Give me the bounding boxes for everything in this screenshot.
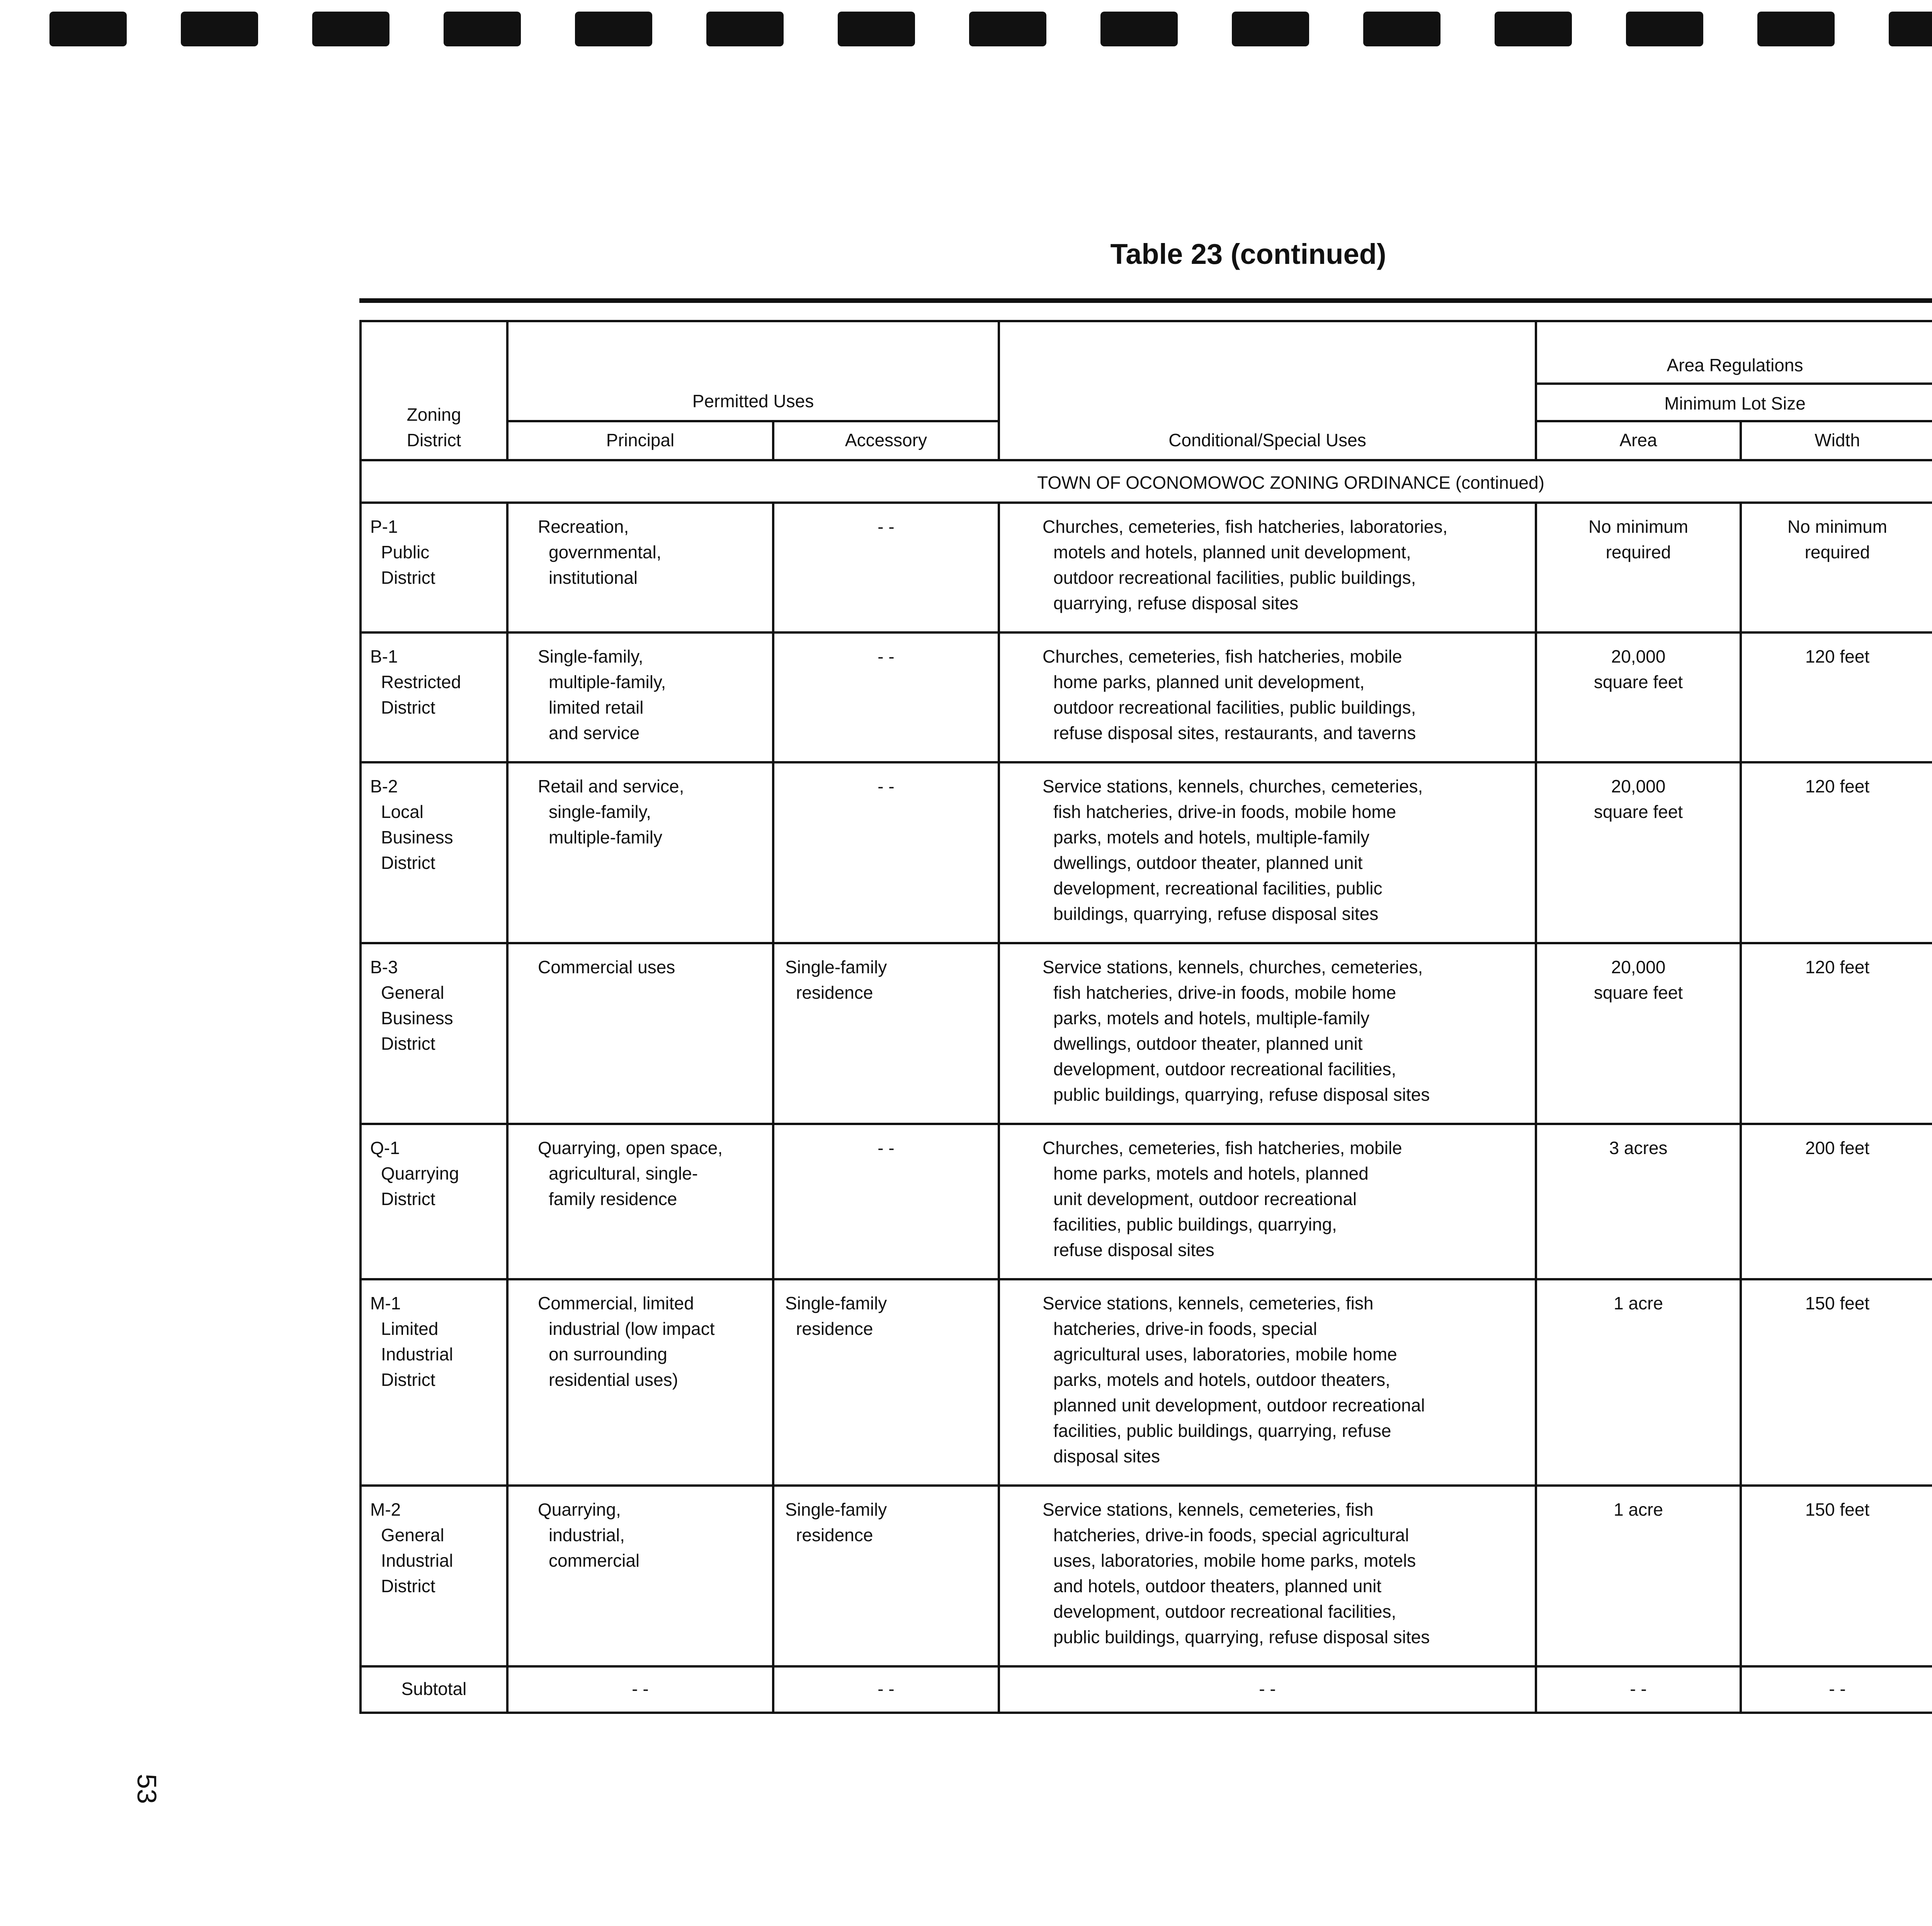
binding-hole	[838, 12, 915, 46]
width-cell: 200 feet	[1741, 1124, 1932, 1279]
district-cell: P-1 Public District	[361, 503, 507, 632]
conditional-cell: Churches, cemeteries, fish hatcheries, mobile home parks, motels and hotels, planned unit development, outdoor recreational facilities, public buildings, quarrying, refuse disposal sites	[999, 1124, 1536, 1279]
conditional-cell: Service stations, kennels, cemeteries, fish hatcheries, drive-in foods, special agricultural uses, laboratories, mobile home parks, motels and hotels, outdoor theaters, planned unit development, outdoor recreational facilities, public buildings, quarrying, refuse disposal sites	[999, 1279, 1536, 1486]
conditional-cell: Service stations, kennels, churches, cemeteries, fish hatcheries, drive-in foods, mobile home parks, motels and hotels, multiple-family dwellings, outdoor theater, planned unit development, outdoor recreational facilities, public buildings, quarrying, refuse disposal sites	[999, 943, 1536, 1124]
table-row	[361, 1124, 1932, 1279]
width-cell: 120 feet	[1741, 632, 1932, 762]
header-accessory	[773, 421, 999, 460]
binding-holes	[0, 12, 1932, 46]
subtotal-label: Subtotal	[361, 1666, 507, 1713]
binding-hole	[1495, 12, 1572, 46]
conditional-cell: Churches, cemeteries, fish hatcheries, laboratories, motels and hotels, planned unit development, outdoor recreational facilities, public buildings, quarrying, refuse disposal sites	[999, 503, 1536, 632]
header-text: Permitted Uses	[692, 391, 814, 411]
binding-hole	[181, 12, 258, 46]
accessory-cell: Single-family residence	[773, 943, 999, 1124]
header-width	[1741, 421, 1932, 460]
binding-hole	[1626, 12, 1703, 46]
width-cell: 150 feet	[1741, 1279, 1932, 1486]
table-title: Table 23 (continued)	[1110, 238, 1386, 270]
district-cell: B-3 General Business District	[361, 943, 507, 1124]
table-row	[361, 632, 1932, 762]
section-title: TOWN OF OCONOMOWOC ZONING ORDINANCE (continued)	[361, 460, 1932, 503]
width-cell: 120 feet	[1741, 943, 1932, 1124]
header-text: Zoning District	[406, 405, 461, 450]
section-header-row	[361, 460, 1932, 503]
subtotal-principal: - -	[507, 1666, 773, 1713]
accessory-cell: - -	[773, 762, 999, 943]
area-cell: 3 acres	[1536, 1124, 1741, 1279]
binding-hole	[1889, 12, 1932, 46]
page-number: 53	[132, 1774, 162, 1804]
zoning-table	[359, 320, 1932, 1714]
header-permitted-uses	[507, 321, 999, 421]
header-text: Minimum Lot Size	[1664, 393, 1806, 413]
conditional-cell: Churches, cemeteries, fish hatcheries, mobile home parks, planned unit development, outdoor recreational facilities, public buildings, refuse disposal sites, restaurants, and taverns	[999, 632, 1536, 762]
table-row	[361, 762, 1932, 943]
width-cell: No minimum required	[1741, 503, 1932, 632]
title-rule	[359, 298, 1932, 303]
width-cell: 120 feet	[1741, 762, 1932, 943]
principal-cell: Quarrying, industrial, commercial	[507, 1486, 773, 1666]
binding-hole	[49, 12, 127, 46]
area-cell: 20,000 square feet	[1536, 943, 1741, 1124]
accessory-cell: - -	[773, 1124, 999, 1279]
table-row	[361, 1486, 1932, 1666]
area-cell: No minimum required	[1536, 503, 1741, 632]
binding-hole	[312, 12, 389, 46]
subtotal-accessory: - -	[773, 1666, 999, 1713]
district-cell: M-1 Limited Industrial District	[361, 1279, 507, 1486]
accessory-cell: Single-family residence	[773, 1486, 999, 1666]
principal-cell: Commercial, limited industrial (low impact on surrounding residential uses)	[507, 1279, 773, 1486]
header-text: Conditional/Special Uses	[1168, 430, 1366, 450]
accessory-cell: - -	[773, 503, 999, 632]
principal-cell: Commercial uses	[507, 943, 773, 1124]
subtotal-width: - -	[1741, 1666, 1932, 1713]
district-cell: M-2 General Industrial District	[361, 1486, 507, 1666]
binding-hole	[706, 12, 784, 46]
binding-hole	[444, 12, 521, 46]
subtotal-conditional: - -	[999, 1666, 1536, 1713]
area-cell: 20,000 square feet	[1536, 632, 1741, 762]
conditional-cell: Service stations, kennels, cemeteries, fish hatcheries, drive-in foods, special agricultural uses, laboratories, mobile home parks, motels and hotels, outdoor theaters, planned unit development, outdoor recreational facilities, public buildings, quarrying, refuse disposal sites	[999, 1486, 1536, 1666]
district-cell: B-2 Local Business District	[361, 762, 507, 943]
header-principal	[507, 421, 773, 460]
header-zoning-district	[361, 321, 507, 460]
subtotal-area: - -	[1536, 1666, 1741, 1713]
binding-hole	[1757, 12, 1835, 46]
area-cell: 20,000 square feet	[1536, 762, 1741, 943]
width-cell: 150 feet	[1741, 1486, 1932, 1666]
area-cell: 1 acre	[1536, 1486, 1741, 1666]
binding-hole	[575, 12, 652, 46]
accessory-cell: Single-family residence	[773, 1279, 999, 1486]
header-text: Principal	[606, 430, 675, 450]
header-text: Area	[1619, 430, 1657, 450]
principal-cell: Recreation, governmental, institutional	[507, 503, 773, 632]
principal-cell: Quarrying, open space, agricultural, single- family residence	[507, 1124, 773, 1279]
header-text: Accessory	[845, 430, 927, 450]
district-cell: B-1 Restricted District	[361, 632, 507, 762]
accessory-cell: - -	[773, 632, 999, 762]
conditional-cell: Service stations, kennels, churches, cemeteries, fish hatcheries, drive-in foods, mobile home parks, motels and hotels, multiple-family dwellings, outdoor theater, planned unit development, recreational facilities, public buildings, quarrying, refuse disposal sites	[999, 762, 1536, 943]
binding-hole	[1363, 12, 1440, 46]
area-cell: 1 acre	[1536, 1279, 1741, 1486]
table-row	[361, 943, 1932, 1124]
district-cell: Q-1 Quarrying District	[361, 1124, 507, 1279]
principal-cell: Single-family, multiple-family, limited retail and service	[507, 632, 773, 762]
header-area	[1536, 421, 1741, 460]
header-minimum-lot-size	[1536, 384, 1932, 421]
table-row	[361, 503, 1932, 632]
binding-hole	[969, 12, 1046, 46]
header-text: Area Regulations	[1667, 355, 1803, 376]
header-conditional-uses	[999, 321, 1536, 460]
table-row	[361, 1279, 1932, 1486]
header-text: Width	[1815, 430, 1860, 450]
principal-cell: Retail and service, single-family, multiple-family	[507, 762, 773, 943]
binding-hole	[1232, 12, 1309, 46]
header-area-regulations	[1536, 321, 1932, 384]
binding-hole	[1100, 12, 1178, 46]
subtotal-row	[361, 1666, 1932, 1713]
